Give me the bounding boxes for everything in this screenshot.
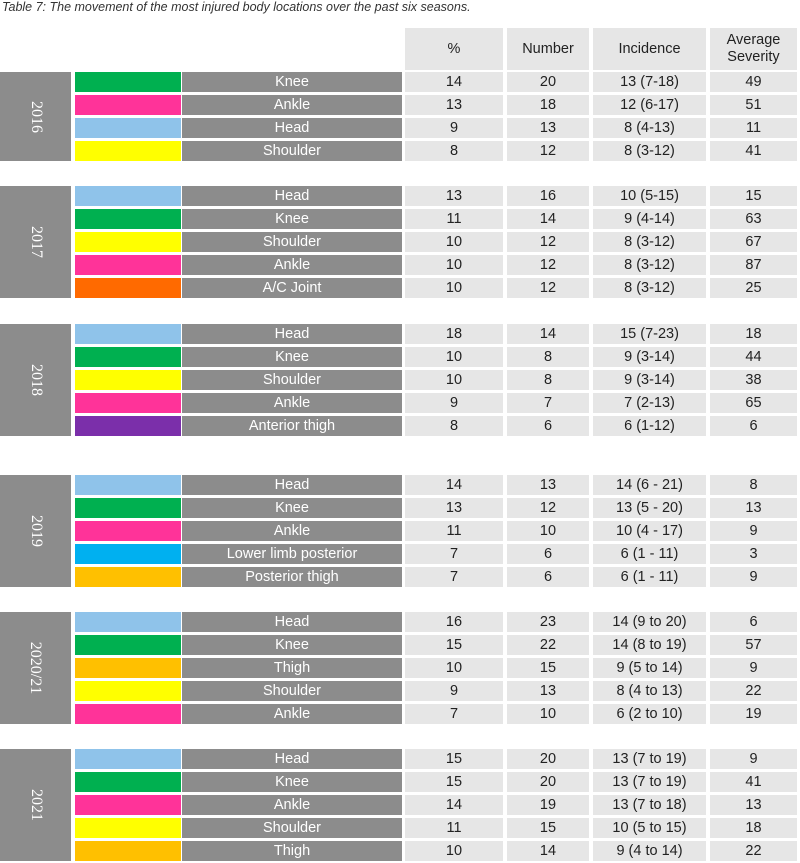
color-swatch: [75, 141, 181, 161]
incidence-cell: 6 (1 - 11): [593, 567, 706, 587]
incidence-cell: 9 (4 to 14): [593, 841, 706, 861]
color-swatch: [75, 95, 181, 115]
incidence-cell: 6 (1 - 11): [593, 544, 706, 564]
color-swatch: [75, 635, 181, 655]
header-incidence: Incidence: [593, 28, 706, 70]
severity-cell: 8: [710, 475, 797, 495]
body-location: Shoulder: [182, 681, 402, 701]
incidence-cell: 8 (3-12): [593, 278, 706, 298]
body-location: Posterior thigh: [182, 567, 402, 587]
season-label: [0, 612, 71, 724]
percent-cell: 15: [405, 772, 503, 792]
number-cell: 23: [507, 612, 589, 632]
severity-cell: 44: [710, 347, 797, 367]
percent-cell: 9: [405, 393, 503, 413]
percent-cell: 9: [405, 118, 503, 138]
color-swatch: [75, 749, 181, 769]
season-label: [0, 749, 71, 861]
color-swatch: [75, 278, 181, 298]
number-cell: 12: [507, 141, 589, 161]
color-swatch: [75, 818, 181, 838]
body-location: Knee: [182, 347, 402, 367]
percent-cell: 13: [405, 95, 503, 115]
body-location: Lower limb posterior: [182, 544, 402, 564]
color-swatch: [75, 186, 181, 206]
severity-cell: 3: [710, 544, 797, 564]
percent-cell: 11: [405, 818, 503, 838]
season-text: 2018: [27, 364, 45, 396]
severity-cell: 65: [710, 393, 797, 413]
body-location: Shoulder: [182, 232, 402, 252]
season-label: [0, 72, 71, 161]
season-label: [0, 324, 71, 436]
body-location: Knee: [182, 772, 402, 792]
percent-cell: 15: [405, 749, 503, 769]
incidence-cell: 13 (7 to 19): [593, 749, 706, 769]
body-location: Knee: [182, 209, 402, 229]
number-cell: 6: [507, 416, 589, 436]
percent-cell: 14: [405, 72, 503, 92]
color-swatch: [75, 795, 181, 815]
severity-cell: 18: [710, 818, 797, 838]
number-cell: 6: [507, 567, 589, 587]
season-text: 2016: [27, 100, 45, 133]
color-swatch: [75, 521, 181, 541]
incidence-cell: 9 (5 to 14): [593, 658, 706, 678]
body-location: Shoulder: [182, 818, 402, 838]
color-swatch: [75, 347, 181, 367]
percent-cell: 11: [405, 209, 503, 229]
body-location: Thigh: [182, 841, 402, 861]
percent-cell: 10: [405, 232, 503, 252]
severity-cell: 41: [710, 141, 797, 161]
color-swatch: [75, 612, 181, 632]
body-location: Head: [182, 324, 402, 344]
body-location: Head: [182, 612, 402, 632]
percent-cell: 7: [405, 567, 503, 587]
season-text: 2019: [27, 515, 45, 547]
incidence-cell: 8 (3-12): [593, 255, 706, 275]
severity-cell: 22: [710, 681, 797, 701]
severity-cell: 51: [710, 95, 797, 115]
body-location: Knee: [182, 498, 402, 518]
percent-cell: 13: [405, 186, 503, 206]
severity-cell: 18: [710, 324, 797, 344]
number-cell: 7: [507, 393, 589, 413]
severity-cell: 9: [710, 521, 797, 541]
color-swatch: [75, 681, 181, 701]
incidence-cell: 6 (2 to 10): [593, 704, 706, 724]
number-cell: 22: [507, 635, 589, 655]
body-location: Knee: [182, 635, 402, 655]
header-average-severity: Average Severity: [710, 28, 797, 70]
percent-cell: 10: [405, 370, 503, 390]
color-swatch: [75, 72, 181, 92]
number-cell: 12: [507, 232, 589, 252]
color-swatch: [75, 772, 181, 792]
body-location: Ankle: [182, 255, 402, 275]
color-swatch: [75, 118, 181, 138]
percent-cell: 13: [405, 498, 503, 518]
number-cell: 12: [507, 255, 589, 275]
incidence-cell: 14 (9 to 20): [593, 612, 706, 632]
percent-cell: 15: [405, 635, 503, 655]
percent-cell: 10: [405, 278, 503, 298]
number-cell: 12: [507, 498, 589, 518]
severity-cell: 9: [710, 658, 797, 678]
body-location: Thigh: [182, 658, 402, 678]
incidence-cell: 8 (3-12): [593, 141, 706, 161]
season-label: [0, 475, 71, 587]
number-cell: 8: [507, 347, 589, 367]
color-swatch: [75, 658, 181, 678]
severity-cell: 41: [710, 772, 797, 792]
incidence-cell: 13 (7-18): [593, 72, 706, 92]
severity-cell: 13: [710, 795, 797, 815]
body-location: Knee: [182, 72, 402, 92]
color-swatch: [75, 209, 181, 229]
incidence-cell: 15 (7-23): [593, 324, 706, 344]
number-cell: 14: [507, 324, 589, 344]
season-label: [0, 186, 71, 298]
number-cell: 20: [507, 772, 589, 792]
percent-cell: 14: [405, 795, 503, 815]
body-location: Head: [182, 749, 402, 769]
severity-cell: 25: [710, 278, 797, 298]
number-cell: 6: [507, 544, 589, 564]
number-cell: 14: [507, 209, 589, 229]
number-cell: 16: [507, 186, 589, 206]
body-location: Head: [182, 186, 402, 206]
percent-cell: 10: [405, 841, 503, 861]
color-swatch: [75, 704, 181, 724]
incidence-cell: 9 (3-14): [593, 347, 706, 367]
percent-cell: 8: [405, 416, 503, 436]
percent-cell: 16: [405, 612, 503, 632]
color-swatch: [75, 567, 181, 587]
color-swatch: [75, 255, 181, 275]
number-cell: 13: [507, 475, 589, 495]
incidence-cell: 8 (3-12): [593, 232, 706, 252]
severity-cell: 11: [710, 118, 797, 138]
color-swatch: [75, 324, 181, 344]
incidence-cell: 10 (5-15): [593, 186, 706, 206]
severity-cell: 6: [710, 416, 797, 436]
incidence-cell: 12 (6-17): [593, 95, 706, 115]
incidence-cell: 7 (2-13): [593, 393, 706, 413]
body-location: Shoulder: [182, 370, 402, 390]
color-swatch: [75, 370, 181, 390]
color-swatch: [75, 544, 181, 564]
color-swatch: [75, 841, 181, 861]
number-cell: 19: [507, 795, 589, 815]
severity-cell: 9: [710, 567, 797, 587]
body-location: Anterior thigh: [182, 416, 402, 436]
percent-cell: 7: [405, 544, 503, 564]
severity-cell: 63: [710, 209, 797, 229]
table-caption: Table 7: The movement of the most injured body locations over the past six seasons.: [2, 0, 471, 14]
severity-cell: 13: [710, 498, 797, 518]
header-number: Number: [507, 28, 589, 70]
percent-cell: 11: [405, 521, 503, 541]
body-location: Ankle: [182, 95, 402, 115]
body-location: Ankle: [182, 393, 402, 413]
number-cell: 13: [507, 681, 589, 701]
incidence-cell: 9 (4-14): [593, 209, 706, 229]
severity-cell: 15: [710, 186, 797, 206]
number-cell: 13: [507, 118, 589, 138]
color-swatch: [75, 393, 181, 413]
season-text: 2020/21: [27, 641, 45, 695]
severity-cell: 49: [710, 72, 797, 92]
severity-cell: 57: [710, 635, 797, 655]
incidence-cell: 14 (6 - 21): [593, 475, 706, 495]
body-location: Head: [182, 118, 402, 138]
body-location: Ankle: [182, 521, 402, 541]
incidence-cell: 10 (4 - 17): [593, 521, 706, 541]
number-cell: 14: [507, 841, 589, 861]
body-location: Head: [182, 475, 402, 495]
number-cell: 12: [507, 278, 589, 298]
number-cell: 20: [507, 749, 589, 769]
body-location: A/C Joint: [182, 278, 402, 298]
color-swatch: [75, 498, 181, 518]
incidence-cell: 13 (7 to 19): [593, 772, 706, 792]
header-percent: %: [405, 28, 503, 70]
severity-cell: 9: [710, 749, 797, 769]
incidence-cell: 8 (4 to 13): [593, 681, 706, 701]
number-cell: 18: [507, 95, 589, 115]
number-cell: 8: [507, 370, 589, 390]
percent-cell: 18: [405, 324, 503, 344]
number-cell: 10: [507, 521, 589, 541]
number-cell: 20: [507, 72, 589, 92]
season-text: 2017: [27, 226, 45, 258]
color-swatch: [75, 232, 181, 252]
incidence-cell: 9 (3-14): [593, 370, 706, 390]
severity-cell: 19: [710, 704, 797, 724]
incidence-cell: 13 (7 to 18): [593, 795, 706, 815]
number-cell: 15: [507, 818, 589, 838]
color-swatch: [75, 416, 181, 436]
color-swatch: [75, 475, 181, 495]
incidence-cell: 13 (5 - 20): [593, 498, 706, 518]
body-location: Shoulder: [182, 141, 402, 161]
incidence-cell: 6 (1-12): [593, 416, 706, 436]
percent-cell: 7: [405, 704, 503, 724]
percent-cell: 8: [405, 141, 503, 161]
percent-cell: 14: [405, 475, 503, 495]
number-cell: 10: [507, 704, 589, 724]
body-location: Ankle: [182, 704, 402, 724]
severity-cell: 22: [710, 841, 797, 861]
incidence-cell: 14 (8 to 19): [593, 635, 706, 655]
incidence-cell: 8 (4-13): [593, 118, 706, 138]
percent-cell: 10: [405, 347, 503, 367]
percent-cell: 10: [405, 255, 503, 275]
severity-cell: 87: [710, 255, 797, 275]
number-cell: 15: [507, 658, 589, 678]
percent-cell: 9: [405, 681, 503, 701]
percent-cell: 10: [405, 658, 503, 678]
severity-cell: 6: [710, 612, 797, 632]
severity-cell: 67: [710, 232, 797, 252]
season-text: 2021: [27, 789, 45, 821]
severity-cell: 38: [710, 370, 797, 390]
body-location: Ankle: [182, 795, 402, 815]
incidence-cell: 10 (5 to 15): [593, 818, 706, 838]
